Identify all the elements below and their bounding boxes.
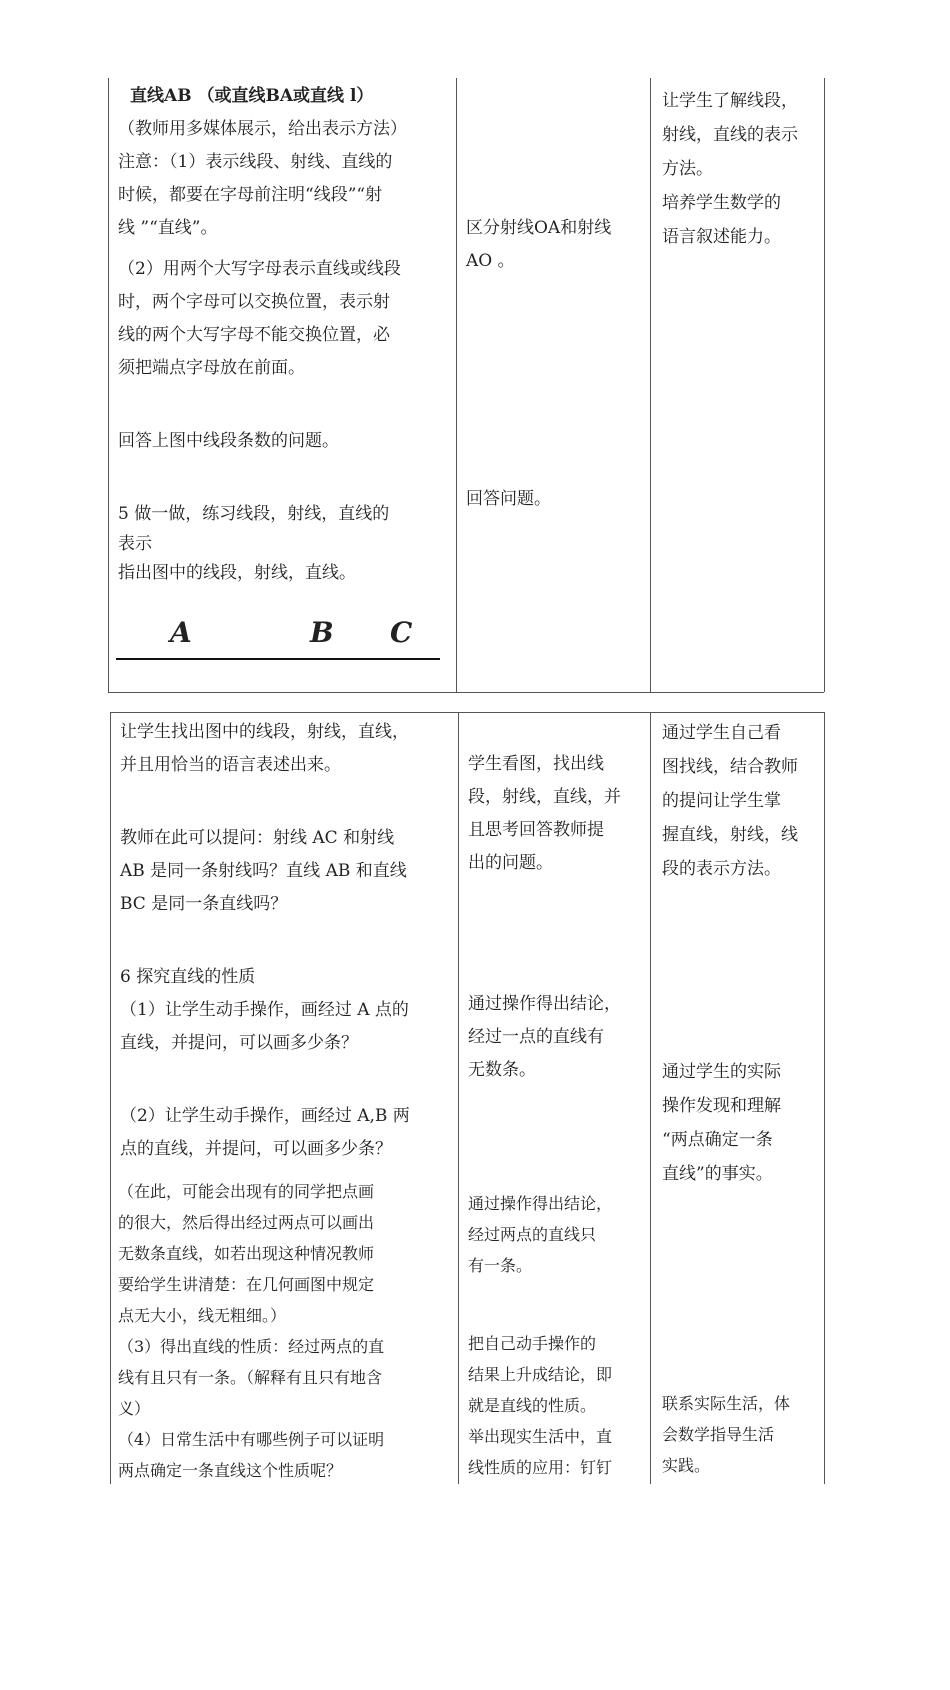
table1-col3: [662, 84, 822, 254]
table1-right-border: [824, 78, 825, 692]
point-label-a: A: [170, 616, 192, 649]
purpose3-line: 会数学指导生活: [662, 1425, 775, 1444]
conclude1-line: 通过操作得出结论，: [468, 994, 621, 1014]
raise-line: 线性质的应用：钉钉: [468, 1458, 613, 1477]
table2-col3-purpose2: [662, 1055, 822, 1191]
table1-col1: [118, 80, 452, 590]
purpose1-line: 握直线，射线，线: [662, 825, 798, 845]
table1-left-border: [108, 78, 109, 692]
op4-line: （4）日常生活中有哪些例子可以证明: [118, 1430, 385, 1449]
ask-line: AB 是同一条射线吗？直线 AB 和直线: [120, 861, 407, 881]
look-line: 且思考回答教师提: [468, 820, 604, 840]
purpose2-line: “两点确定一条: [662, 1130, 773, 1150]
point-label-b: B: [310, 616, 334, 649]
table2-col2-look: [468, 748, 648, 880]
purpose1-line: 的提问让学生掌: [662, 791, 781, 811]
ask-line: BC 是同一条直线吗？: [120, 894, 288, 914]
point-out-instruction: 指出图中的线段，射线，直线。: [118, 563, 356, 583]
find-line: 并且用恰当的语言表述出来。: [120, 755, 341, 775]
answer-question: 回答问题。: [466, 489, 551, 509]
remark-line: 点无大小，线无粗细。）: [118, 1306, 287, 1325]
ask-line: 教师在此可以提问：射线 AC 和射线: [120, 828, 395, 848]
note1-line: 时候，都要在字母前注明“线段”“射: [118, 185, 383, 205]
conclude1-line: 经过一点的直线有: [468, 1027, 604, 1047]
table2-col2-conclude1: [468, 988, 648, 1087]
op3-line: 线有且只有一条。（解释有且只有地含: [118, 1368, 383, 1387]
table2-top-border: [110, 712, 824, 713]
note2-line: 时，两个字母可以交换位置，表示射: [118, 292, 390, 312]
table2-right-border: [824, 712, 825, 1484]
purpose3-line: 联系实际生活，体: [662, 1394, 791, 1413]
step5-line: 5 做一做，练习线段，射线，直线的: [118, 504, 390, 524]
purpose-line: 方法。: [662, 159, 713, 179]
table2-col2-conclude2: [468, 1188, 648, 1281]
distinguish-line: AO 。: [466, 251, 515, 271]
purpose-line: 让学生了解线段，: [662, 91, 798, 111]
op3-line: （3）得出直线的性质：经过两点的直: [118, 1337, 385, 1356]
points-on-line-diagram: [112, 612, 442, 682]
note1-line: 线 ”“直线”。: [118, 218, 218, 238]
step5-line: 表示: [118, 534, 152, 554]
table2-col-divider-2: [650, 712, 651, 1484]
conclude1-line: 无数条。: [468, 1060, 536, 1080]
purpose1-line: 图找线，结合教师: [662, 757, 798, 777]
point-label-c: C: [390, 616, 413, 649]
method-note: （教师用多媒体展示，给出表示方法）: [118, 119, 407, 139]
raise-line: 就是直线的性质。: [468, 1396, 597, 1415]
look-line: 段，射线，直线，并: [468, 787, 621, 807]
table2-col1-bottom: [118, 1176, 456, 1486]
table2-col3-purpose1: [662, 716, 822, 886]
purpose2-line: 操作发现和理解: [662, 1096, 781, 1116]
note1-line: 注意：（1）表示线段、射线、直线的: [118, 152, 393, 172]
op4-line: 两点确定一条直线这个性质呢？: [118, 1461, 343, 1480]
table2-col3-purpose3: [662, 1388, 822, 1481]
look-line: 学生看图，找出线: [468, 754, 604, 774]
table1-col-divider-2: [650, 78, 651, 692]
line-ab-notation: 直线AB （或直线BA或直线 l）: [130, 86, 374, 106]
table1-col2: [466, 212, 650, 278]
straight-line: [116, 658, 440, 660]
purpose1-line: 通过学生自己看: [662, 723, 781, 743]
note2-line: 须把端点字母放在前面。: [118, 358, 305, 378]
table1-col2-answer: [466, 483, 650, 516]
raise-line: 把自己动手操作的: [468, 1334, 597, 1353]
op2-line: （2）让学生动手操作，画经过 A,B 两: [120, 1106, 410, 1126]
purpose-line: 语言叙述能力。: [662, 227, 781, 247]
conclude2-line: 通过操作得出结论，: [468, 1194, 613, 1213]
table1-col-divider-1: [456, 78, 457, 692]
raise-line: 结果上升成结论，即: [468, 1365, 613, 1384]
answer-instruction: 回答上图中线段条数的问题。: [118, 431, 339, 451]
op1-line: 直线，并提问，可以画多少条？: [120, 1033, 358, 1053]
remark-line: （在此，可能会出现有的同学把点画: [118, 1182, 375, 1201]
conclude2-line: 经过两点的直线只: [468, 1225, 597, 1244]
op1-line: （1）让学生动手操作，画经过 A 点的: [120, 1000, 409, 1020]
find-line: 让学生找出图中的线段，射线，直线，: [120, 722, 409, 742]
step6-heading: 6 探究直线的性质: [120, 967, 256, 987]
note2-line: （2）用两个大写字母表示直线或线段: [118, 259, 401, 279]
purpose-line: 培养学生数学的: [662, 193, 781, 213]
note2-line: 线的两个大写字母不能交换位置，必: [118, 325, 390, 345]
purpose2-line: 直线”的事实。: [662, 1164, 773, 1184]
table1-bottom-border: [108, 692, 824, 693]
distinguish-line: 区分射线OA和射线: [466, 218, 612, 238]
op3-line: 义）: [118, 1399, 151, 1418]
purpose3-line: 实践。: [662, 1456, 711, 1475]
table2-col2-raise: [468, 1328, 648, 1483]
purpose2-line: 通过学生的实际: [662, 1062, 781, 1082]
remark-line: 无数条直线，如若出现这种情况教师: [118, 1244, 375, 1263]
look-line: 出的问题。: [468, 853, 553, 873]
conclude2-line: 有一条。: [468, 1256, 533, 1275]
purpose-line: 射线，直线的表示: [662, 125, 798, 145]
remark-line: 要给学生讲清楚：在几何画图中规定: [118, 1275, 375, 1294]
table2-col-divider-1: [458, 712, 459, 1484]
op2-line: 点的直线，并提问，可以画多少条？: [120, 1139, 392, 1159]
remark-line: 的很大，然后得出经过两点可以画出: [118, 1213, 375, 1232]
table2-col1-top: [120, 716, 456, 1166]
raise-line: 举出现实生活中，直: [468, 1427, 613, 1446]
purpose1-line: 段的表示方法。: [662, 859, 781, 879]
table2-left-border: [110, 712, 111, 1484]
